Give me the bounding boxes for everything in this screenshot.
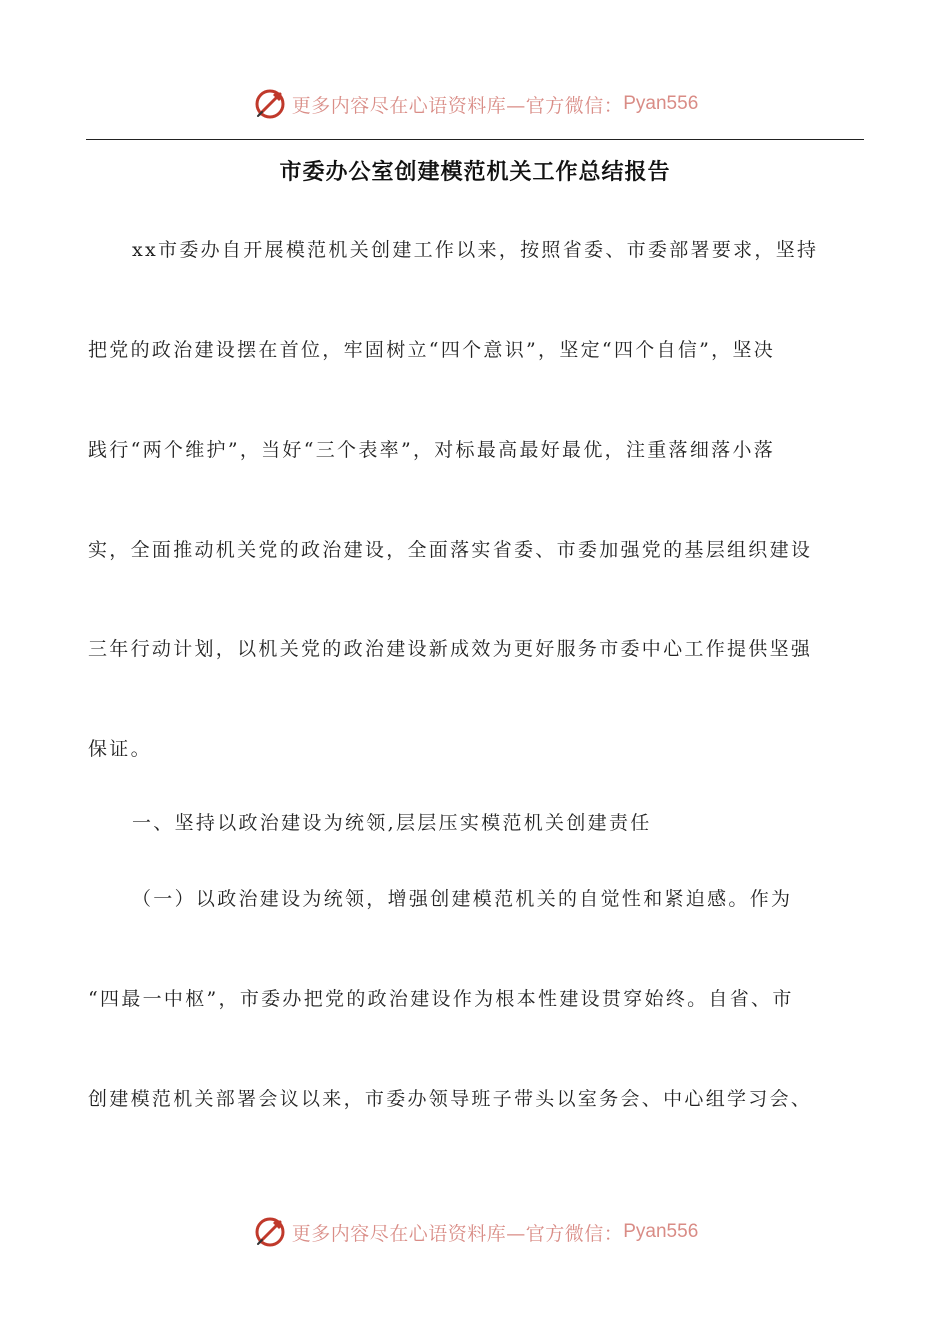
watermark-handle: Pyan556 <box>623 93 699 114</box>
body-line: “四最一中枢”，市委办把党的政治建设作为根本性建设贯穿始终。自省、市 <box>88 988 794 1010</box>
body-line: 三年行动计划，以机关党的政治建设新成效为更好服务市委中心工作提供坚强 <box>88 638 813 660</box>
header-rule <box>86 139 864 140</box>
body-line: xx市委办自开展模范机关创建工作以来，按照省委、市委部署要求，坚持 <box>132 239 819 261</box>
body-line: 实，全面推动机关党的政治建设，全面落实省委、市委加强党的基层组织建设 <box>88 539 813 561</box>
document-title: 市委办公室创建模范机关工作总结报告 <box>279 160 671 185</box>
body-line: 践行“两个维护”，当好“三个表率”，对标最高最好最优，注重落细落小落 <box>88 439 776 461</box>
footer-watermark-banner <box>0 1212 950 1252</box>
watermark-text: 更多内容尽在心语资料库—官方微信： <box>291 1222 624 1245</box>
body-line: 把党的政治建设摆在首位，牢固树立“四个意识”，坚定“四个自信”，坚决 <box>88 339 776 361</box>
header-watermark-banner <box>0 84 950 124</box>
pen-seal-logo-icon <box>252 86 288 122</box>
watermark-handle: Pyan556 <box>623 1221 699 1242</box>
body-line: 保证。 <box>88 738 152 760</box>
body-line: （一）以政治建设为统领，增强创建模范机关的自觉性和紧迫感。作为 <box>132 888 793 910</box>
section-heading: 一、坚持以政治建设为统领,层层压实模范机关创建责任 <box>132 812 652 834</box>
body-line: 创建模范机关部署会议以来，市委办领导班子带头以室务会、中心组学习会、 <box>88 1088 813 1110</box>
watermark-text: 更多内容尽在心语资料库—官方微信： <box>291 94 624 117</box>
pen-seal-logo-icon <box>252 1214 288 1250</box>
